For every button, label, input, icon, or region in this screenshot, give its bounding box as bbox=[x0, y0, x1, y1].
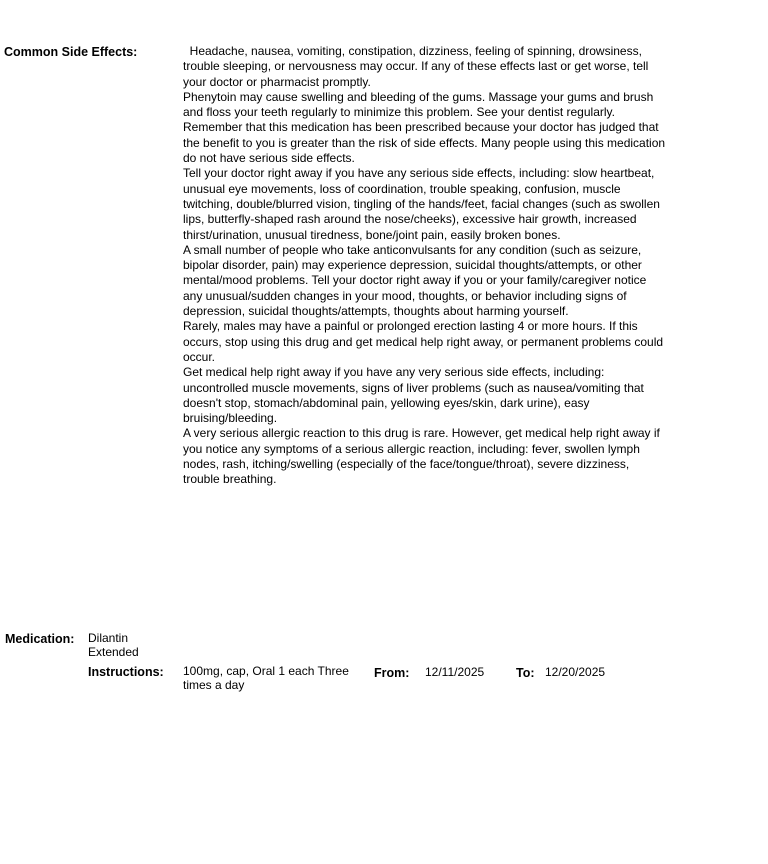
from-date-value: 12/11/2025 bbox=[425, 665, 485, 679]
to-label: To: bbox=[516, 666, 535, 680]
to-date-value: 12/20/2025 bbox=[545, 665, 606, 679]
side-effects-paragraph: A very serious allergic reaction to this drug is rare. However, get medical help right away if you notice any symptoms of a serious allergic reaction, including: fever, swollen lymph nodes, rash, itching/swelling (especially of the face/tongue/throat), severe dizziness, trouble breathing. bbox=[183, 426, 664, 487]
side-effects-paragraph: Phenytoin may cause swelling and bleeding of the gums. Massage your gums and brush and floss your teeth regularly to minimize this problem. See your dentist regularly. bbox=[183, 89, 657, 120]
side-effects-paragraph: Remember that this medication has been prescribed because your doctor has judged that the benefit to you is greater than the risk of side effects. Many people using this medication do not have serious side effects. bbox=[183, 120, 669, 166]
side-effects-paragraph: Tell your doctor right away if you have any serious side effects, including: slow heartbeat, unusual eye movements, loss of coordination, trouble speaking, confusion, muscle twitching, double/blurred vision, tingling of the hands/feet, facial changes (such as swollen lips, butterfly-shaped rash around the nose/cheeks), excessive hair growth, increased thirst/urination, unusual tiredness, bone/joint pain, easily broken bones. bbox=[183, 166, 664, 242]
side-effects-paragraph: Headache, nausea, vomiting, constipation, dizziness, feeling of spinning, drowsiness, trouble sleeping, or nervousness may occur. If any of these effects last or get worse, tell your doctor or pharmacist promptly. bbox=[183, 44, 652, 89]
side-effects-paragraph: Rarely, males may have a painful or prolonged erection lasting 4 or more hours. If this occurs, stop using this drug and get medical help right away, or permanent problems could occur. bbox=[183, 319, 667, 364]
instructions-label: Instructions: bbox=[88, 665, 164, 679]
side-effects-paragraph: A small number of people who take anticonvulsants for any condition (such as seizure, bipolar disorder, pain) may experience depression, suicidal thoughts/attempts, or other mental/mood problems. Tell your doctor right away if you or your family/caregiver notice any unusual/sudden changes in your mood, thoughts, or behavior including signs of depression, suicidal thoughts/attempts, thoughts about harming yourself. bbox=[183, 242, 650, 319]
medication-label: Medication: bbox=[5, 632, 75, 646]
side-effects-paragraph: Get medical help right away if you have any very serious side effects, including: uncontrolled muscle movements, signs of liver problems (such as nausea/vomiting that doesn't stop, stomach/abdominal pain, yellowing eyes/skin, dark urine), easy bruising/bleeding. bbox=[183, 365, 648, 426]
instructions-value: 100mg, cap, Oral 1 each Three times a day bbox=[183, 664, 349, 692]
common-side-effects-label: Common Side Effects: bbox=[4, 45, 138, 59]
from-label: From: bbox=[374, 666, 410, 680]
medication-name: Dilantin Extended bbox=[88, 631, 139, 659]
side-effects-text bbox=[183, 44, 669, 488]
